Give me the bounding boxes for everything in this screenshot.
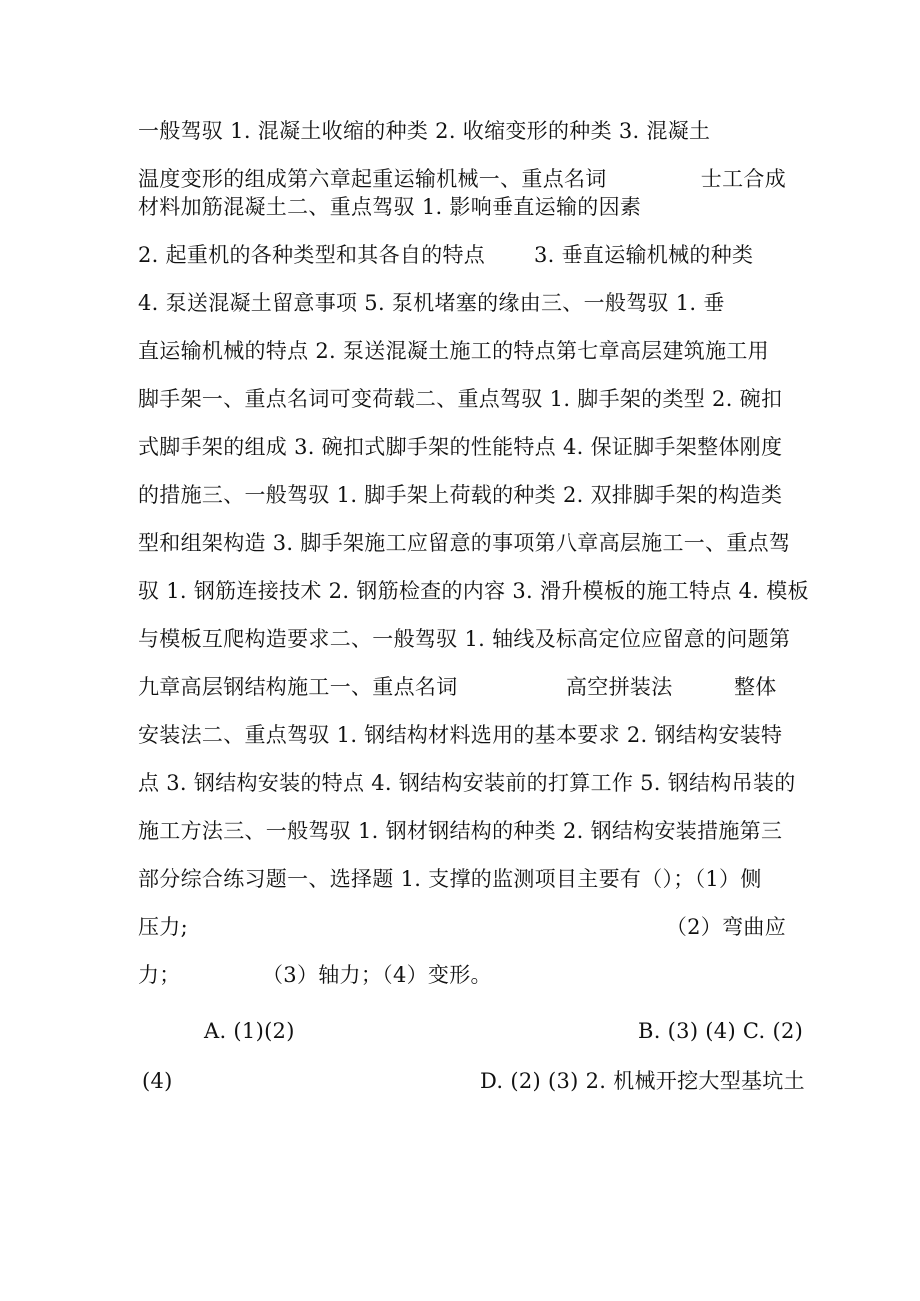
text-line-15 [138,770,796,796]
text-line-6 [138,338,786,364]
line-segment: 3. 垂直运输机械的种类 [534,243,754,267]
text-line-12 [138,626,791,652]
line-segment: 士工合成 [700,167,786,191]
text-line-19 [138,962,786,988]
line-text: 施工方法三、一般驾驭 1. 钢材钢结构的种类 2. 钢结构安装措施第三 [138,819,783,843]
line-segment: （3）轴力；（4）变形。 [262,963,492,987]
line-text: 材料加筋混凝土二、重点驾驭 1. 影响垂直运输的因素 [138,195,642,219]
line-segment: 整体 [734,675,777,699]
line-text: 点 3. 钢结构安装的特点 4. 钢结构安装前的打算工作 5. 钢结构吊装的 [138,771,796,795]
line-segment: 九章高层钢结构施工一、重点名词 [138,675,458,699]
text-line-5 [138,290,786,316]
line-segment: 2. 起重机的各种类型和其各自的特点 [138,243,486,267]
line-segment: 力； [138,963,181,987]
text-line-13 [138,674,786,700]
text-line-4 [138,242,786,268]
line-text: 式脚手架的组成 3. 碗扣式脚手架的性能特点 4. 保证脚手架整体刚度 [138,435,783,459]
text-line-7 [138,386,786,412]
option-d: D. (2) (3) 2. 机械开挖大型基坑土 [480,1069,805,1093]
line-segment: 温度变形的组成第六章起重运输机械一、重点名词 [138,167,607,191]
line-text: 脚手架一、重点名词可变荷载二、重点驾驭 1. 脚手架的类型 2. 碗扣 [138,387,783,411]
option-a: A. (1)(2) [204,1019,295,1043]
text-line-18 [138,914,786,940]
text-line-1 [138,118,786,144]
option-b-c: B. (3) (4) C. (2) [638,1019,804,1043]
line-text: 驭 1. 钢筋连接技术 2. 钢筋检查的内容 3. 滑升模板的施工特点 4. 模板 [138,579,809,603]
text-line-9 [138,482,786,508]
line-segment: 压力; [138,915,188,939]
line-text: 与模板互爬构造要求二、一般驾驭 1. 轴线及标高定位应留意的问题第 [138,627,791,651]
text-line-11 [138,578,809,604]
line-text: 的措施三、一般驾驭 1. 脚手架上荷载的种类 2. 双排脚手架的构造类 [138,483,783,507]
line-segment: 高空拼装法 [566,675,673,699]
line-text: 4. 泵送混凝土留意事项 5. 泵机堵塞的缘由三、一般驾驭 1. 垂 [138,291,725,315]
text-line-14 [138,722,786,748]
line-text: 型和组架构造 3. 脚手架施工应留意的事项第八章高层施工一、重点驾 [138,531,791,555]
text-line-8 [138,434,786,460]
text-line-10 [138,530,791,556]
text-line-16 [138,818,786,844]
line-text: 部分综合练习题一、选择题 1. 支撑的监测项目主要有（）；（1）侧 [138,867,762,891]
text-line-3 [138,194,786,220]
line-text: 直运输机械的特点 2. 泵送混凝土施工的特点第七章高层建筑施工用 [138,339,769,363]
line-segment: (4) [142,1069,173,1093]
text-line-17 [138,866,786,892]
line-text: 一般驾驭 1. 混凝土收缩的种类 2. 收缩变形的种类 3. 混凝土 [138,119,711,143]
line-segment: （2）弯曲应 [665,915,786,939]
line-text: 安装法二、重点驾驭 1. 钢结构材料选用的基本要求 2. 钢结构安装特 [138,723,783,747]
text-line-2 [138,166,786,192]
